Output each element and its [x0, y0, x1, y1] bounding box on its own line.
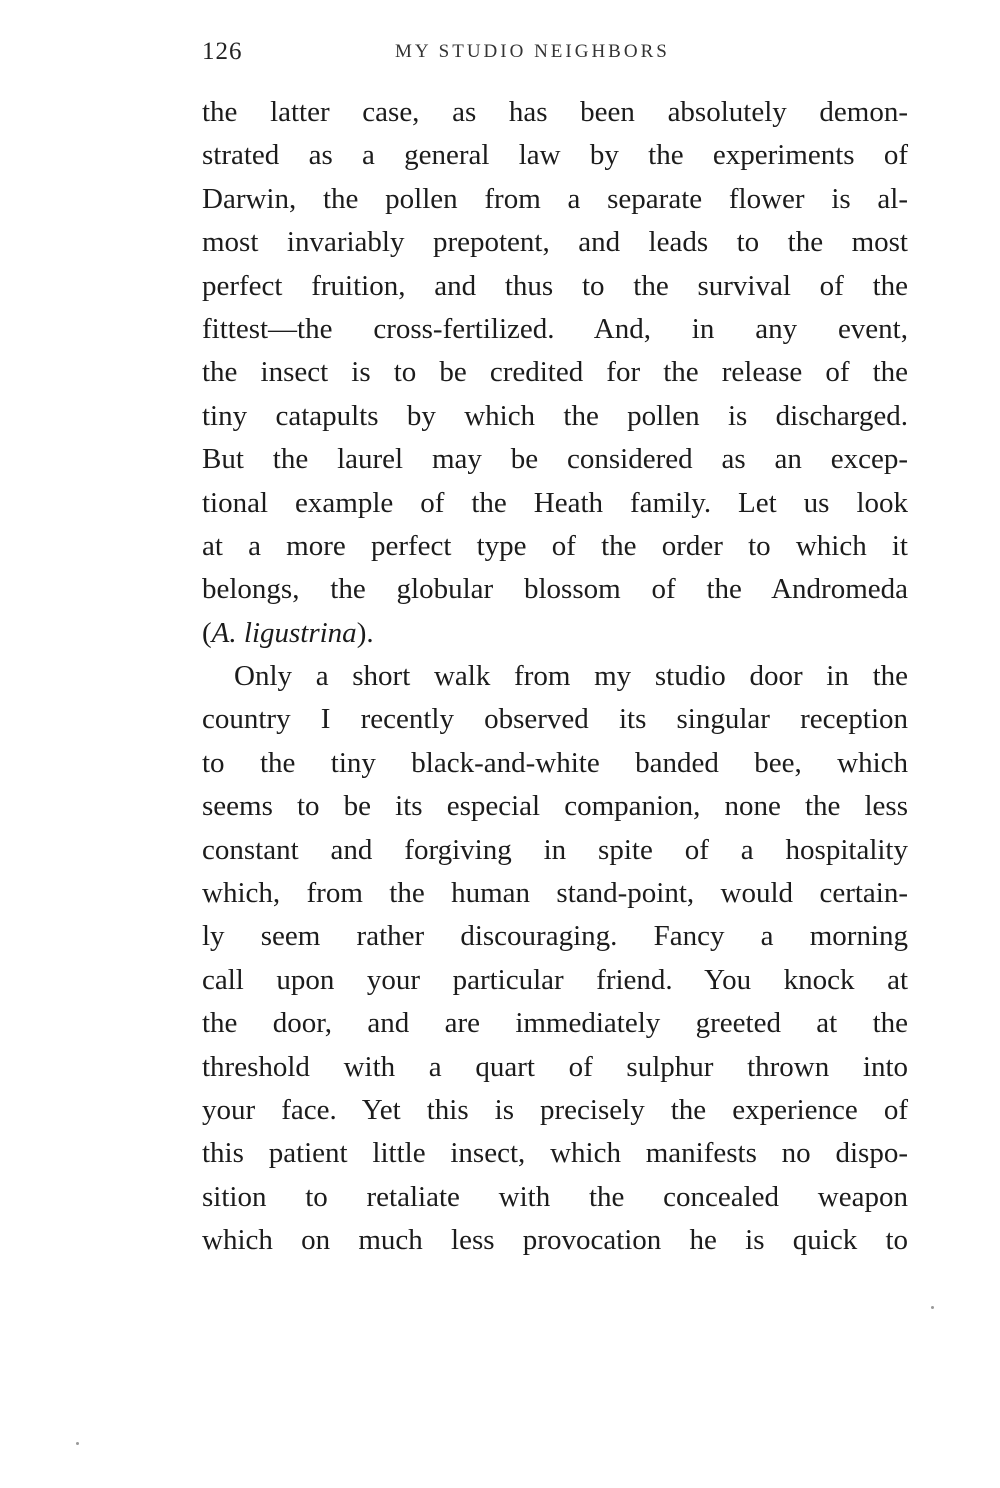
text-line: But the laurel may be considered as an excep-	[202, 443, 908, 476]
text-line: this patient little insect, which manifests no dispo-	[202, 1137, 908, 1170]
text-line: tiny catapults by which the pollen is discharged.	[202, 399, 908, 432]
text-line: Darwin, the pollen from a separate flower is al-	[202, 182, 908, 215]
running-head: MY STUDIO NEIGHBORS	[395, 41, 670, 62]
text-line: constant and forgiving in spite of a hospitality	[202, 833, 908, 866]
text-line: threshold with a quart of sulphur thrown into	[202, 1050, 908, 1083]
text-line: tional example of the Heath family. Let us look	[202, 486, 908, 519]
text-line: which, from the human stand-point, would certain-	[202, 877, 908, 910]
body-text	[202, 91, 908, 1263]
text-line: call upon your particular friend. You knock at	[202, 963, 908, 996]
scan-speck	[931, 1306, 934, 1309]
text-line: belongs, the globular blossom of the Andromeda	[202, 573, 908, 606]
text-line: which on much less provocation he is quick to	[202, 1224, 908, 1257]
page-header	[202, 38, 908, 78]
text-line: strated as a general law by the experiments of	[202, 139, 908, 172]
page-number: 126	[202, 38, 243, 65]
text-line: the insect is to be credited for the release of the	[202, 356, 908, 389]
scan-speck	[76, 1442, 79, 1445]
text-line: to the tiny black-and-white banded bee, which	[202, 746, 908, 779]
paragraph-1	[202, 91, 908, 655]
text-line: the door, and are immediately greeted at the	[202, 1007, 908, 1040]
text-line: sition to retaliate with the concealed weapon	[202, 1180, 908, 1213]
text-line: your face. Yet this is precisely the experience of	[202, 1093, 908, 1126]
close-paren: ).	[356, 616, 374, 649]
text-line: ly seem rather discouraging. Fancy a morning	[202, 920, 908, 953]
text-line: country I recently observed its singular reception	[202, 703, 908, 736]
text-line: perfect fruition, and thus to the survival of the	[202, 269, 908, 302]
text-line: the latter case, as has been absolutely demon-	[202, 96, 908, 128]
text-line-species	[202, 612, 908, 655]
text-line: fittest—the cross-fertilized. And, in any event,	[202, 312, 908, 345]
paragraph-2	[202, 655, 908, 1262]
open-paren: (	[202, 616, 212, 649]
text-line: Only a short walk from my studio door in the	[234, 660, 908, 693]
text-line: at a more perfect type of the order to which it	[202, 529, 908, 562]
species-name: A. ligustrina	[211, 616, 357, 649]
text-line: most invariably prepotent, and leads to the most	[202, 226, 908, 259]
text-line: seems to be its especial companion, none the less	[202, 790, 908, 823]
